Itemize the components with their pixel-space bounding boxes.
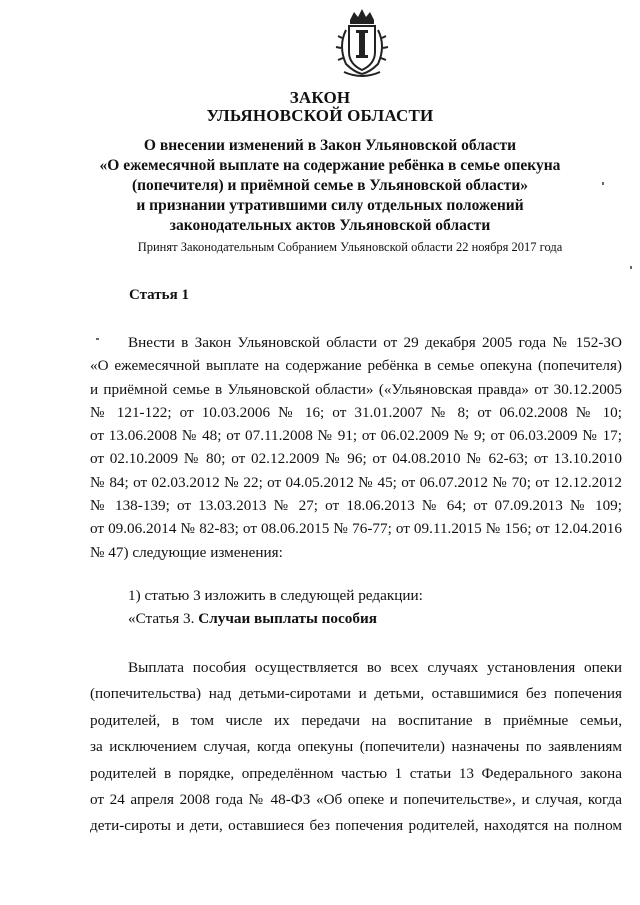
item-bold-heading: Случаи выплаты пособия: [198, 610, 377, 627]
body-line: за исключением случая, когда опекуны (попечители) назначены по заявлениям: [90, 738, 622, 756]
list-item: [128, 610, 377, 628]
ulyanovsk-coat-of-arms-icon: [332, 6, 392, 80]
body-line: дети-сироты и дети, оставшиеся без попечения родителей, находятся на полном: [90, 817, 622, 835]
paragraph-line: № 47) следующие изменения:: [90, 543, 283, 561]
body-line: родителей, в том числе их передачи на воспитание в приёмные семьи,: [90, 711, 622, 729]
paragraph-line: от 02.10.2009 № 80; от 02.12.2009 № 96; от 04.08.2010 № 62-63; от 13.10.2010: [90, 450, 622, 468]
paragraph-line: и приёмной семье в Ульяновской области» («Ульяновская правда» от 30.12.2005: [90, 380, 622, 398]
scan-artifact: [630, 266, 632, 269]
paragraph-line: № 84; от 02.03.2012 № 22; от 04.05.2012 № 45; от 06.07.2012 № 70; от 12.12.2012: [90, 473, 622, 491]
body-line: Выплата пособия осуществляется во всех случаях установления опеки: [128, 659, 622, 676]
paragraph-line: Внести в Закон Ульяновской области от 29 декабря 2005 года № 152-ЗО: [128, 334, 622, 351]
subtitle-line: законодательных актов Ульяновской области: [169, 217, 491, 234]
paragraph-line: от 09.06.2014 № 82-83; от 08.06.2015 № 76-77; от 09.11.2015 № 156; от 12.04.2016: [90, 520, 622, 538]
law-title: ЗАКОН: [289, 88, 351, 107]
paragraph-line: от 13.06.2008 № 48; от 07.11.2008 № 91; от 06.02.2009 № 9; от 06.03.2009 № 17;: [90, 427, 622, 445]
scan-artifact: [96, 338, 99, 340]
subtitle-line: (попечителя) и приёмной семье в Ульяновской области»: [131, 177, 529, 194]
item-prefix: «Статья 3.: [128, 610, 199, 627]
subtitle-line: и признании утратившими силу отдельных положений: [136, 197, 524, 214]
paragraph-line: № 138-139; от 13.03.2013 № 27; от 18.06.2013 № 64; от 07.09.2013 № 109;: [90, 497, 622, 515]
paragraph-line: «О ежемесячной выплате на содержание ребёнка в семье опекуна (попечителя): [90, 357, 622, 375]
law-subtitle: [60, 136, 600, 236]
region-title: УЛЬЯНОВСКОЙ ОБЛАСТИ: [206, 106, 434, 125]
adoption-note: Принят Законодательным Собранием Ульяновской области 22 ноября 2017 года: [137, 240, 563, 254]
body-line: родителей в порядке, определённом частью 1 статьи 13 Федерального закона: [90, 764, 622, 782]
list-item: 1) статью 3 изложить в следующей редакции:: [128, 587, 423, 604]
body-line: (попечительства) над детьми-сиротами и детьми, оставшимися без попечения: [90, 685, 622, 703]
body-line: от 24 апреля 2008 года № 48-ФЗ «Об опеке и попечительстве», и случая, когда: [90, 790, 622, 808]
article-paragraph: [90, 331, 622, 564]
scan-artifact: [602, 182, 604, 185]
body-paragraph: [90, 655, 622, 840]
paragraph-line: № 121-122; от 10.03.2006 № 16; от 31.01.2007 № 8; от 06.02.2008 № 10;: [90, 403, 622, 421]
subtitle-line: О внесении изменений в Закон Ульяновской области: [143, 137, 517, 154]
article-heading: Статья 1: [129, 287, 189, 303]
subtitle-line: «О ежемесячной выплате на содержание ребёнка в семье опекуна: [99, 157, 561, 174]
